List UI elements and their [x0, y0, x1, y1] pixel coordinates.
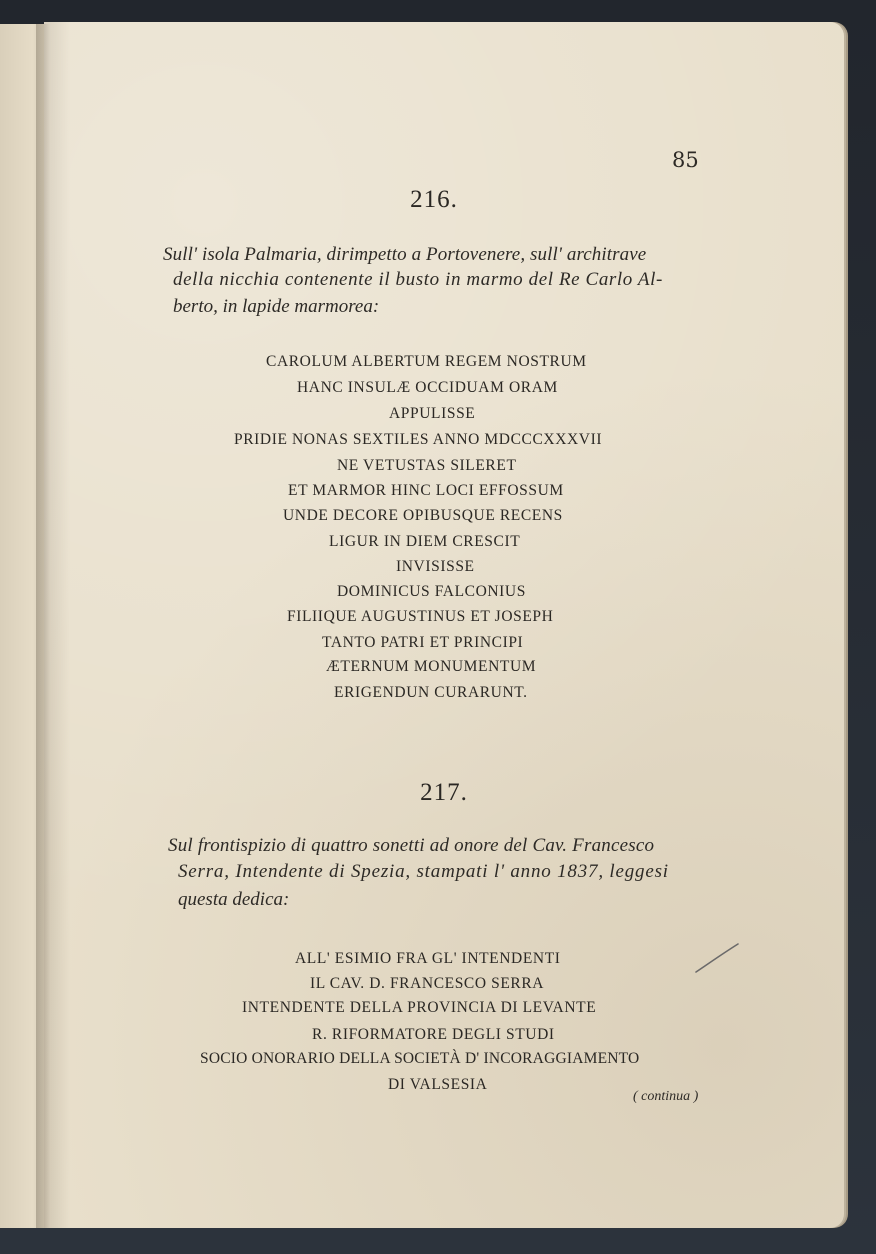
- inscription-line: FILIIQUE AUGUSTINUS ET JOSEPH: [287, 608, 554, 625]
- inscription-line: TANTO PATRI ET PRINCIPI: [322, 634, 524, 651]
- inscription-line: IL CAV. D. FRANCESCO SERRA: [310, 975, 545, 992]
- inscription-line: ERIGENDUN CURARUNT.: [334, 684, 528, 701]
- inscription-line: APPULISSE: [389, 405, 476, 422]
- inscription-line: HANC INSULÆ OCCIDUAM ORAM: [297, 379, 558, 396]
- entry-216-intro-line: berto, in lapide marmorea:: [173, 296, 380, 317]
- inscription-line: UNDE DECORE OPIBUSQUE RECENS: [283, 507, 563, 524]
- inscription-line: DI VALSESIA: [388, 1076, 488, 1093]
- inscription-line: INTENDENTE DELLA PROVINCIA DI LEVANTE: [242, 999, 597, 1016]
- inscription-line: ET MARMOR HINC LOCI EFFOSSUM: [288, 482, 564, 499]
- inscription-line: INVISISSE: [396, 558, 475, 575]
- inscription-line: R. RIFORMATORE DEGLI STUDI: [312, 1026, 555, 1043]
- pencil-mark: [694, 940, 740, 976]
- continuation-note: ( continua ): [633, 1089, 699, 1104]
- entry-217-intro-line: Serra, Intendente di Spezia, stampati l' anno 1837, leggesi: [178, 861, 669, 882]
- entry-216-intro-line: Sull' isola Palmaria, dirimpetto a Portovenere, sull' architrave: [163, 244, 647, 265]
- inscription-line: NE VETUSTAS SILERET: [337, 457, 517, 474]
- page-number: 85: [672, 148, 699, 172]
- inscription-line: SOCIO ONORARIO DELLA SOCIETÀ D' INCORAGGIAMENTO: [200, 1050, 640, 1067]
- inscription-line: LIGUR IN DIEM CRESCIT: [329, 533, 521, 550]
- entry-217-intro-line: questa dedica:: [178, 889, 290, 910]
- inscription-line: PRIDIE NONAS SEXTILES ANNO MDCCCXXXVII: [234, 431, 603, 448]
- inscription-line: CAROLUM ALBERTUM REGEM NOSTRUM: [266, 353, 587, 370]
- entry-217-intro-line: Sul frontispizio di quattro sonetti ad onore del Cav. Francesco: [168, 835, 655, 856]
- inscription-line: ÆTERNUM MONUMENTUM: [326, 658, 537, 675]
- inscription-line: ALL' ESIMIO FRA GL' INTENDENTI: [295, 950, 561, 967]
- entry-216-intro-line: della nicchia contenente il busto in marmo del Re Carlo Al-: [173, 269, 663, 290]
- entry-number-217: 217.: [420, 779, 468, 806]
- entry-number-216: 216.: [410, 186, 458, 213]
- inscription-line: DOMINICUS FALCONIUS: [337, 583, 526, 600]
